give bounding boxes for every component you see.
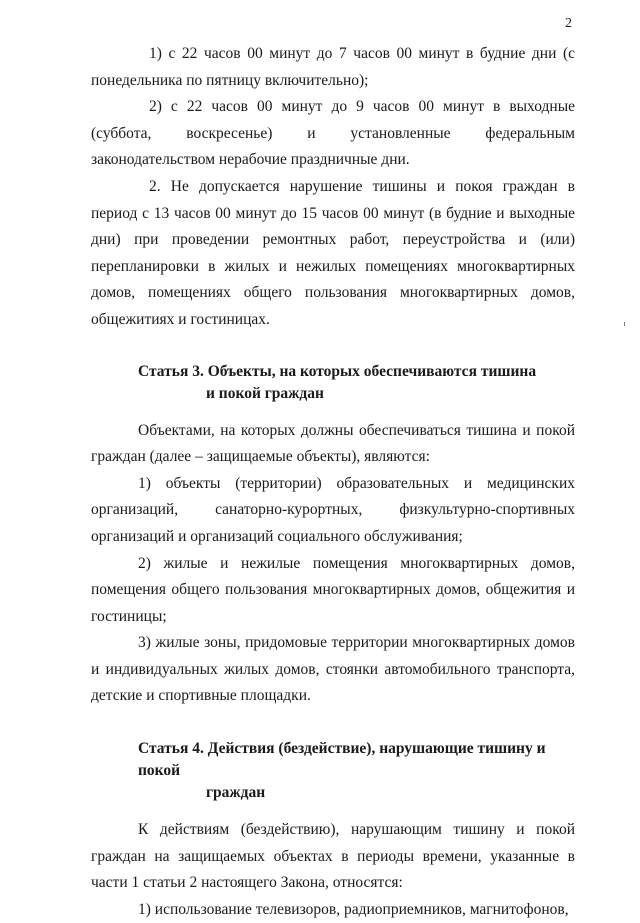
article-3-intro: Объектами, на которых должны обеспечиваться тишина и покой граждан (далее – защищаемые объекты), являются:: [91, 421, 575, 466]
paragraph-repair-hours: 2. Не допускается нарушение тишины и покоя граждан в период с 13 часов 00 минут до 15 часов 00 минут (в будние и выходные дни) при проведении ремонтных работ, переустройства и (или) перепланировки в жилых и нежилых помещениях многоквартирных домов, помещениях общего пользования многоквартирных домов, общежитиях и гостиницах.: [91, 177, 575, 328]
article-4-item-1: 1) использование телевизоров, радиоприемников, магнитофонов,: [138, 900, 569, 918]
margin-mark: [624, 322, 625, 326]
article-3-item-1: 1) объекты (территории) образовательных и медицинских организаций, санаторно-курортных, физкультурно-спортивных организаций и организаций социального обслуживания;: [91, 474, 575, 545]
paragraph-weekend-hours: 2) с 22 часов 00 минут до 9 часов 00 минут в выходные (суббота, воскресенье) и установленные федеральным законодательством нерабочие праздничные дни.: [91, 98, 575, 169]
article-4-heading-line2: граждан: [206, 784, 266, 802]
document-body: [91, 41, 575, 923]
article-4-heading-line1: Статья 4. Действия (бездействие), нарушающие тишину и покой: [138, 740, 546, 780]
article-3-heading-line1: Статья 3. Объекты, на которых обеспечиваются тишина: [138, 362, 537, 380]
article-3-heading-line2: и покой граждан: [206, 384, 324, 402]
article-4-intro: К действиям (бездействию), нарушающим тишину и покой граждан на защищаемых объектах в периоды времени, указанные в части 1 статьи 2 настоящего Закона, относятся:: [91, 821, 575, 892]
article-3-item-3: 3) жилые зоны, придомовые территории многоквартирных домов и индивидуальных жилых домов, стоянки автомобильного транспорта, детские и спортивные площадки.: [91, 634, 575, 705]
paragraph-weekday-hours: 1) с 22 часов 00 минут до 7 часов 00 минут в будние дни (с понедельника по пятницу включительно);: [91, 45, 575, 89]
page-number: 2: [565, 16, 572, 31]
article-3-heading: [91, 361, 575, 405]
article-3-item-2: 2) жилые и нежилые помещения многоквартирных домов, помещения общего пользования многоквартирных домов, общежития и гостиницы;: [91, 554, 575, 625]
article-4-heading: [91, 738, 575, 804]
